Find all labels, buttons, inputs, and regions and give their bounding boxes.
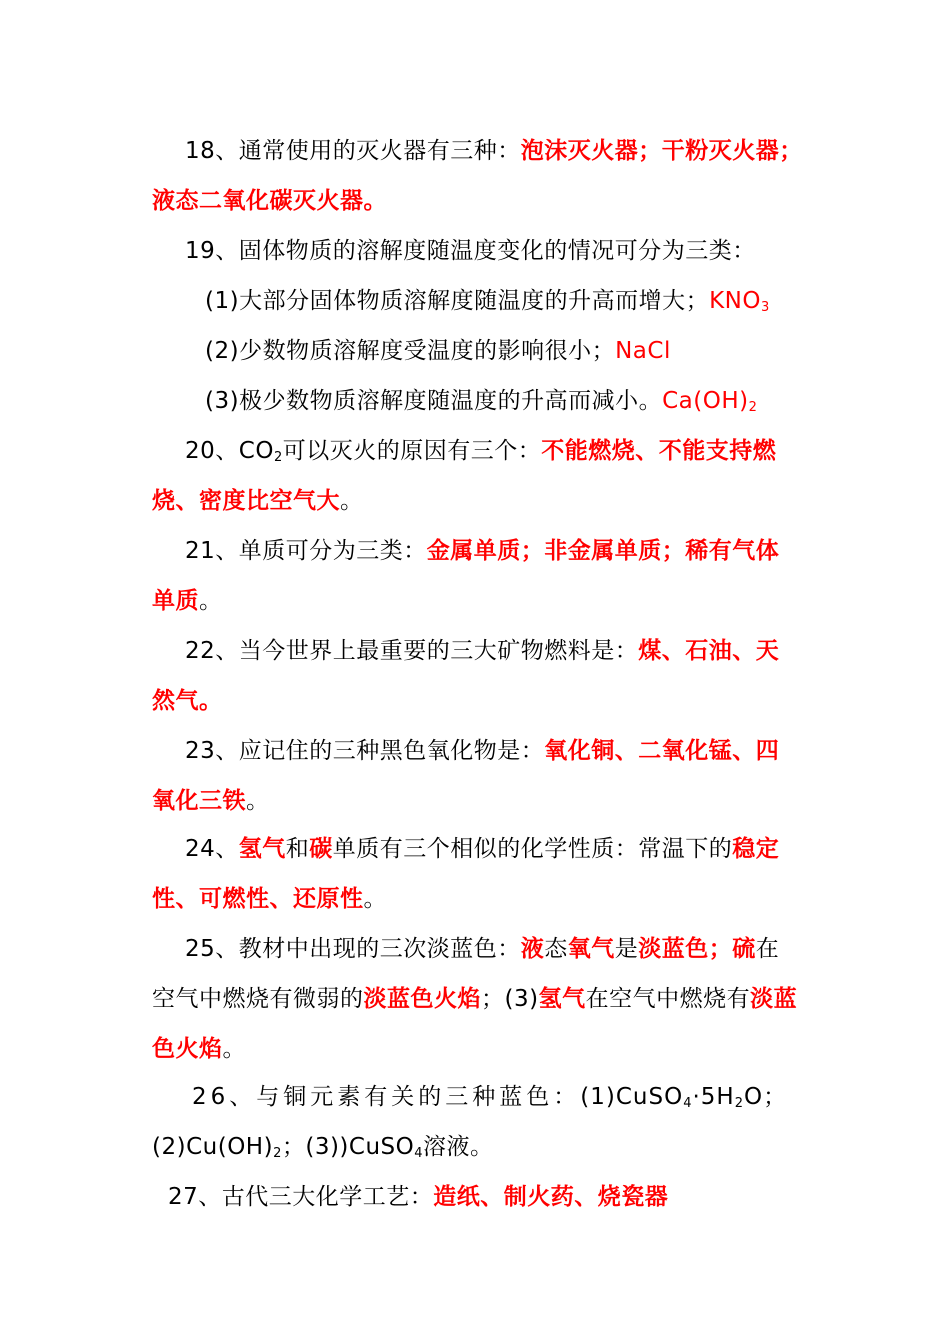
item-23-line-2 xyxy=(152,786,812,816)
item-20-line-2 xyxy=(152,486,812,516)
item-19-sub-1 xyxy=(205,286,865,316)
answer-text: 淡蓝色；硫 xyxy=(638,936,756,962)
punctuation: 。 xyxy=(222,1036,246,1062)
item-25-line-3 xyxy=(152,1034,812,1064)
item-text: (1)大部分固体物质溶解度随温度的升高而增大； xyxy=(205,288,710,314)
item-20-line-1 xyxy=(185,436,845,466)
item-number: 22、 xyxy=(185,638,239,664)
item-text: (2)少数物质溶解度受温度的影响很小； xyxy=(205,338,616,364)
item-25-line-2 xyxy=(152,984,812,1014)
item-text: 可以灭火的原因有三个： xyxy=(282,438,542,464)
item-text: 单质可分为三类： xyxy=(238,538,427,564)
answer-text: 液 xyxy=(520,936,545,962)
answer-text: 不能燃烧、不能支持燃 xyxy=(541,438,777,464)
item-number: 26、 xyxy=(192,1084,257,1110)
item-25-line-1 xyxy=(185,934,845,964)
answer-text: 金属单质；非金属单质；稀有气体 xyxy=(426,538,780,564)
item-text: (3)极少数物质溶解度随温度的升高而减小。 xyxy=(205,388,663,414)
item-21-line-1 xyxy=(185,536,845,566)
formula-subscript: 2 xyxy=(734,1096,745,1111)
answer-text: 稳定 xyxy=(732,836,780,862)
item-number: 20、 xyxy=(185,438,239,464)
formula-subscript: 3 xyxy=(761,300,770,315)
item-number: 21、 xyxy=(185,538,239,564)
item-22-line-1 xyxy=(185,636,845,666)
answer-text: 泡沫灭火器；干粉灭火器； xyxy=(520,138,803,164)
item-text: 古代三大化学工艺： xyxy=(221,1184,434,1210)
item-text: 固体物质的溶解度随温度变化的情况可分为三类： xyxy=(238,238,756,264)
item-text: CO xyxy=(238,438,274,464)
item-text: 态 xyxy=(544,936,568,962)
answer-text: 色火焰 xyxy=(152,1036,223,1062)
item-text: 和 xyxy=(285,836,310,862)
item-text: 应记住的三种黑色氧化物是： xyxy=(238,738,545,764)
example-formula: NaCl xyxy=(615,338,671,364)
answer-text: 淡蓝 xyxy=(750,986,798,1012)
item-text: 与铜元素有关的三种蓝色： xyxy=(256,1084,581,1110)
answer-text: 氧气 xyxy=(567,936,615,962)
answer-text: 氧化铜、二氧化锰、四 xyxy=(544,738,780,764)
item-18-line-2 xyxy=(152,186,812,216)
formula-text: (2)Cu(OH) xyxy=(152,1134,274,1160)
answer-text: 然气。 xyxy=(152,688,223,714)
formula-subscript: 4 xyxy=(683,1096,693,1111)
item-number: 24、 xyxy=(185,836,239,862)
answer-text: 氧化三铁 xyxy=(152,788,246,814)
item-number: 18、 xyxy=(185,138,239,164)
item-text: 在 xyxy=(755,936,780,962)
item-19-sub-3 xyxy=(205,386,865,416)
item-text: 在空气中燃烧有 xyxy=(585,986,751,1012)
item-21-line-2 xyxy=(152,586,812,616)
item-number: 19、 xyxy=(185,238,239,264)
item-18-line-1 xyxy=(185,136,845,166)
formula-subscript: 2 xyxy=(748,400,758,415)
item-26-line-1 xyxy=(192,1082,852,1112)
formula-subscript: 2 xyxy=(273,450,283,465)
answer-text: 氢气 xyxy=(238,836,286,862)
punctuation: 。 xyxy=(246,788,270,814)
example-formula: KNO xyxy=(709,288,761,314)
item-text: 当今世界上最重要的三大矿物燃料是： xyxy=(238,638,639,664)
answer-text: 烧、密度比空气大 xyxy=(152,488,340,514)
item-number: 27、 xyxy=(168,1184,222,1210)
item-text: 教材中出现的三次淡蓝色： xyxy=(238,936,521,962)
item-19-line-1 xyxy=(185,236,845,266)
item-22-line-2 xyxy=(152,686,812,716)
item-text: 是 xyxy=(614,936,639,962)
punctuation: 。 xyxy=(340,488,364,514)
formula-subscript: 4 xyxy=(414,1146,424,1161)
answer-text: 性、可燃性、还原性 xyxy=(152,886,364,912)
item-number: 23、 xyxy=(185,738,239,764)
formula-text: ·5H xyxy=(692,1084,735,1110)
punctuation: 。 xyxy=(199,588,223,614)
answer-text: 碳 xyxy=(309,836,333,862)
item-text: 溶液。 xyxy=(423,1134,494,1160)
formula-text: O； xyxy=(744,1084,788,1110)
example-formula: Ca(OH) xyxy=(662,388,749,414)
item-text: ；(3) xyxy=(481,986,539,1012)
item-19-sub-2 xyxy=(205,336,865,366)
answer-text: 单质 xyxy=(152,588,199,614)
item-26-line-2 xyxy=(152,1132,812,1162)
answer-text: 煤、石油、天 xyxy=(638,638,780,664)
formula-text: (1)CuSO xyxy=(580,1084,684,1110)
item-text: 通常使用的灭火器有三种： xyxy=(238,138,521,164)
punctuation: 。 xyxy=(363,886,387,912)
answer-text: 液态二氧化碳灭火器。 xyxy=(152,188,387,214)
item-23-line-1 xyxy=(185,736,845,766)
item-27-line-1 xyxy=(168,1182,828,1212)
formula-text: ；(3))CuSO xyxy=(281,1134,415,1160)
answer-text: 造纸、制火药、烧瓷器 xyxy=(433,1184,669,1210)
item-24-line-1 xyxy=(185,834,845,864)
formula-subscript: 2 xyxy=(273,1146,282,1161)
item-number: 25、 xyxy=(185,936,239,962)
answer-text: 淡蓝色火焰 xyxy=(363,986,481,1012)
item-text: 空气中燃烧有微弱的 xyxy=(152,986,364,1012)
item-24-line-2 xyxy=(152,884,812,914)
answer-text: 氢气 xyxy=(538,986,586,1012)
item-text: 单质有三个相似的化学性质：常温下的 xyxy=(332,836,733,862)
